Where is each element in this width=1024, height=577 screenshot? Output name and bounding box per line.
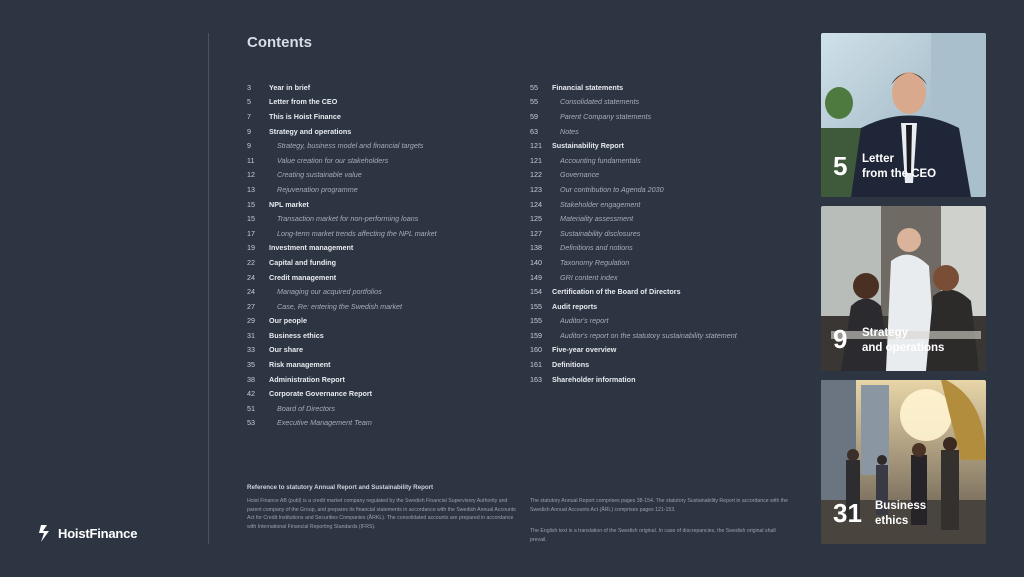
hoist-logo-icon <box>38 522 54 544</box>
toc-page-number: 163 <box>530 374 542 384</box>
toc-page-number: 123 <box>530 184 542 194</box>
toc-entry[interactable] <box>247 241 517 256</box>
page-title: Contents <box>247 34 312 51</box>
toc-page-number: 7 <box>247 111 251 121</box>
toc-entry[interactable] <box>247 416 517 431</box>
toc-page-number: 59 <box>530 111 538 121</box>
toc-entry-label: Sustainability disclosures <box>560 228 641 238</box>
toc-page-number: 24 <box>247 287 255 297</box>
card-label-line1: Business <box>875 500 927 512</box>
toc-page-number: 38 <box>247 374 255 384</box>
toc-entry[interactable] <box>530 197 810 212</box>
toc-entry-label: Corporate Governance Report <box>269 389 373 399</box>
card-label-line1: Letter <box>862 153 894 165</box>
toc-page-number: 35 <box>247 360 255 370</box>
toc-entry-label: Year in brief <box>269 82 311 92</box>
toc-page-number: 155 <box>530 316 542 326</box>
toc-entry-label: Our contribution to Agenda 2030 <box>560 184 664 194</box>
toc-entry[interactable] <box>530 153 810 168</box>
toc-entry[interactable] <box>530 241 810 256</box>
card-label-line2: ethics <box>875 514 909 527</box>
brand-name: HoistFinance <box>58 525 138 541</box>
toc-page-number: 3 <box>247 82 251 92</box>
toc-entry[interactable] <box>247 109 517 124</box>
toc-entry-label: Long-term market trends affecting the NPL market <box>277 228 437 238</box>
reference-text-right: The statutory Annual Report comprises pages 38-154. The statutory Sustainability Report in accordance with the Swedish Annual Accounts Act (ÅRL) comprises pages 121-153. <box>530 498 788 513</box>
toc-entry[interactable] <box>530 328 810 343</box>
toc-page-number: 11 <box>247 155 255 165</box>
card-label <box>862 326 944 355</box>
toc-page-number: 63 <box>530 126 538 136</box>
toc-page-number: 12 <box>247 170 255 180</box>
toc-left-column <box>247 80 517 430</box>
toc-entry[interactable] <box>247 401 517 416</box>
toc-entry-label: Executive Management Team <box>277 418 372 428</box>
toc-entry-label: Rejuvenation programme <box>277 184 358 194</box>
toc-entry-label: Board of Directors <box>277 403 335 413</box>
toc-entry-label: Managing our acquired portfolios <box>277 287 382 297</box>
toc-entry-label: Strategy and operations <box>269 126 352 136</box>
toc-entry[interactable] <box>530 357 810 372</box>
card-strategy-and-operations[interactable] <box>821 206 986 371</box>
toc-entry-label: GRI content index <box>560 272 618 282</box>
toc-entry-label: Consolidated statements <box>560 97 640 107</box>
toc-page-number: 42 <box>247 389 255 399</box>
toc-entry-label: Auditor's report <box>560 316 609 326</box>
toc-entry-label: Five-year overview <box>552 345 617 355</box>
toc-entry-label: Our people <box>269 316 307 326</box>
card-page-number: 5 <box>833 151 848 181</box>
toc-entry[interactable] <box>247 226 517 241</box>
toc-page-number: 9 <box>247 141 251 151</box>
card-label <box>875 499 926 528</box>
card-label-line1: Strategy <box>862 327 909 339</box>
toc-entry[interactable] <box>247 95 517 110</box>
toc-entry[interactable] <box>247 343 517 358</box>
toc-entry[interactable] <box>530 211 810 226</box>
toc-entry[interactable] <box>247 255 517 270</box>
toc-entry[interactable] <box>247 328 517 343</box>
toc-page-number: 55 <box>530 97 538 107</box>
toc-entry[interactable] <box>530 95 810 110</box>
toc-entry-label: Notes <box>560 126 579 136</box>
toc-entry-label: Sustainability Report <box>552 141 624 151</box>
toc-entry-label: Auditor's report on the statutory sustainability statement <box>560 330 737 340</box>
toc-entry-label: NPL market <box>269 199 309 209</box>
toc-entry[interactable] <box>247 138 517 153</box>
toc-entry-label: Parent Company statements <box>560 111 652 121</box>
toc-entry[interactable] <box>247 386 517 401</box>
toc-page-number: 53 <box>247 418 255 428</box>
toc-entry-label: Definitions <box>552 360 590 370</box>
translation-note: The English text is a translation of the Swedish original. In case of discrepancies, the Swedish original shall prevail. <box>530 528 776 543</box>
toc-entry[interactable] <box>530 314 810 329</box>
toc-entry-label: Stakeholder engagement <box>560 199 641 209</box>
toc-entry-label: Business ethics <box>269 330 324 340</box>
hoist-finance-logo[interactable] <box>38 522 137 544</box>
toc-page-number: 51 <box>247 403 255 413</box>
card-page-number: 9 <box>833 324 848 354</box>
toc-entry[interactable] <box>247 299 517 314</box>
toc-entry[interactable] <box>530 284 810 299</box>
toc-entry[interactable] <box>530 80 810 95</box>
toc-entry[interactable] <box>247 314 517 329</box>
card-label <box>862 152 936 181</box>
toc-entry-label: Our share <box>269 345 303 355</box>
toc-entry-label: Value creation for our stakeholders <box>277 155 389 165</box>
toc-page-number: 161 <box>530 360 542 370</box>
toc-entry-label: Administration Report <box>269 374 345 384</box>
toc-entry[interactable] <box>530 138 810 153</box>
toc-entry[interactable] <box>530 270 810 285</box>
card-label-line2: from the CEO <box>862 167 937 180</box>
toc-entry-label: Capital and funding <box>269 257 337 267</box>
toc-entry[interactable] <box>530 255 810 270</box>
toc-entry[interactable] <box>247 168 517 183</box>
toc-page-number: 24 <box>247 272 255 282</box>
toc-entry-label: Audit reports <box>552 301 598 311</box>
toc-entry-label: Investment management <box>269 243 354 253</box>
toc-entry[interactable] <box>247 372 517 387</box>
toc-page-number: 127 <box>530 228 542 238</box>
toc-page-number: 29 <box>247 316 255 326</box>
toc-entry[interactable] <box>247 357 517 372</box>
toc-page-number: 27 <box>247 301 255 311</box>
reference-title: Reference to statutory Annual Report and Sustainability Report <box>247 484 434 491</box>
toc-page-number: 15 <box>247 214 255 224</box>
toc-page-number: 160 <box>530 345 542 355</box>
toc-entry[interactable] <box>530 343 810 358</box>
toc-entry[interactable] <box>247 153 517 168</box>
toc-entry[interactable] <box>247 80 517 95</box>
toc-entry[interactable] <box>247 197 517 212</box>
toc-entry-label: Financial statements <box>552 82 624 92</box>
toc-page-number: 154 <box>530 287 542 297</box>
toc-entry-label: Letter from the CEO <box>269 97 338 107</box>
toc-entry-label: Materiality assessment <box>560 214 634 224</box>
toc-page-number: 122 <box>530 170 542 180</box>
toc-page-number: 149 <box>530 272 542 282</box>
toc-entry[interactable] <box>530 124 810 139</box>
divider-line <box>208 33 209 544</box>
toc-page-number: 138 <box>530 243 542 253</box>
toc-entry-label: Transaction market for non-performing loans <box>277 214 419 224</box>
toc-page-number: 13 <box>247 184 255 194</box>
toc-entry[interactable] <box>530 182 810 197</box>
toc-page-number: 31 <box>247 330 255 340</box>
toc-page-number: 17 <box>247 228 255 238</box>
toc-entry[interactable] <box>530 109 810 124</box>
toc-page-number: 155 <box>530 301 542 311</box>
toc-entry-label: This is Hoist Finance <box>269 111 341 121</box>
toc-page-number: 9 <box>247 126 251 136</box>
toc-entry-label: Creating sustainable value <box>277 170 362 180</box>
toc-entry[interactable] <box>247 270 517 285</box>
toc-entry[interactable] <box>530 226 810 241</box>
toc-page-number: 33 <box>247 345 255 355</box>
toc-page-number: 121 <box>530 155 542 165</box>
toc-entry[interactable] <box>247 182 517 197</box>
card-letter-from-ceo[interactable] <box>821 33 986 197</box>
toc-right-column <box>530 80 810 386</box>
toc-entry-label: Governance <box>560 170 600 180</box>
toc-entry[interactable] <box>247 284 517 299</box>
toc-entry-label: Strategy, business model and financial targets <box>277 141 424 151</box>
reference-text-left: Hoist Finance AB (publ) is a credit market company regulated by the Swedish Financial Supervisory Authority and parent company of the Group, and prepares its financial statements in accordance with the Swedish Annual Accounts Act for Credit Institutions and Securities Companies (ÅRKL). The consolidated accounts are prepared in accordance with International Financial Reporting Standards (IFRS). <box>247 498 516 530</box>
card-label-line2: and operations <box>862 341 945 354</box>
toc-page-number: 55 <box>530 82 538 92</box>
card-business-ethics[interactable] <box>821 380 986 544</box>
toc-entry[interactable] <box>530 168 810 183</box>
toc-entry-label: Shareholder information <box>552 374 636 384</box>
toc-entry-label: Accounting fundamentals <box>560 155 641 165</box>
toc-entry[interactable] <box>530 299 810 314</box>
toc-page-number: 125 <box>530 214 542 224</box>
toc-entry-label: Taxonomy Regulation <box>560 257 630 267</box>
toc-entry-label: Case, Re: entering the Swedish market <box>277 301 403 311</box>
toc-entry[interactable] <box>530 372 810 387</box>
toc-page-number: 121 <box>530 141 542 151</box>
toc-entry-label: Risk management <box>269 360 331 370</box>
toc-page-number: 5 <box>247 97 251 107</box>
toc-entry-label: Credit management <box>269 272 337 282</box>
toc-page-number: 15 <box>247 199 255 209</box>
toc-page-number: 124 <box>530 199 542 209</box>
toc-entry[interactable] <box>247 211 517 226</box>
toc-page-number: 159 <box>530 330 542 340</box>
toc-entry-label: Certification of the Board of Directors <box>552 287 681 297</box>
toc-page-number: 19 <box>247 243 255 253</box>
toc-entry-label: Definitions and notions <box>560 243 633 253</box>
toc-page-number: 140 <box>530 257 542 267</box>
toc-entry[interactable] <box>247 124 517 139</box>
card-page-number: 31 <box>833 498 862 528</box>
toc-page-number: 22 <box>247 257 255 267</box>
